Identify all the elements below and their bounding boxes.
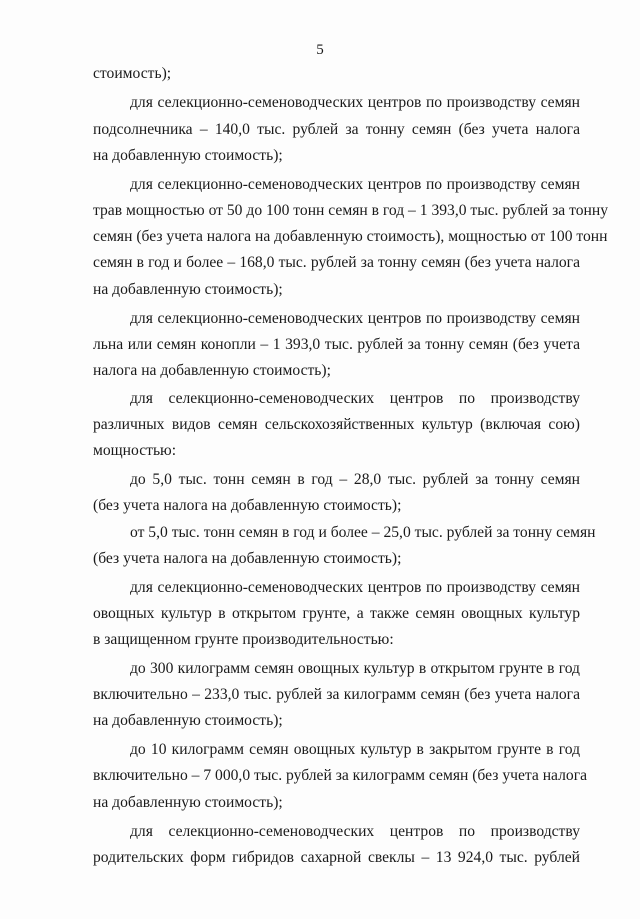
text-line: для селекционно-семеноводческих центров по производству семян xyxy=(130,94,580,111)
text-line: на добавленную стоимость); xyxy=(93,794,283,811)
text-line: семян в год и более – 168,0 тыс. рублей за тонну семян (без учета налога xyxy=(93,254,580,271)
text-line: на добавленную стоимость); xyxy=(93,147,283,164)
text-line: подсолнечника – 140,0 тыс. рублей за тонну семян (без учета налога xyxy=(93,121,580,138)
text-line: (без учета налога на добавленную стоимость); xyxy=(93,497,402,514)
text-line: включительно – 233,0 тыс. рублей за килограмм семян (без учета налога xyxy=(93,686,580,703)
text-line: для селекционно-семеноводческих центров по производству семян xyxy=(130,310,580,327)
text-line: в защищенном грунте производительностью: xyxy=(93,631,394,648)
text-line: на добавленную стоимость); xyxy=(93,712,283,729)
text-line: родительских форм гибридов сахарной свеклы – 13 924,0 тыс. рублей xyxy=(93,849,580,866)
text-line: льна или семян конопли – 1 393,0 тыс. рублей за тонну семян (без учета xyxy=(93,336,580,353)
text-line: трав мощностью от 50 до 100 тонн семян в год – 1 393,0 тыс. рублей за тонну xyxy=(93,202,608,219)
text-line: до 300 килограмм семян овощных культур в открытом грунте в год xyxy=(130,660,580,677)
page-number: 5 xyxy=(316,42,324,58)
text-line: семян (без учета налога на добавленную стоимость), мощностью от 100 тонн xyxy=(93,228,608,245)
text-line: овощных культур в открытом грунте, а также семян овощных культур xyxy=(93,605,580,622)
text-line: на добавленную стоимость); xyxy=(93,281,283,298)
text-line: до 5,0 тыс. тонн семян в год – 28,0 тыс. рублей за тонну семян xyxy=(130,471,580,488)
text-line: различных видов семян сельскохозяйственных культур (включая сою) xyxy=(93,416,580,433)
text-line: налога на добавленную стоимость); xyxy=(93,362,331,379)
text-line: (без учета налога на добавленную стоимость); xyxy=(93,550,402,567)
text-line: для селекционно-семеноводческих центров по производству xyxy=(130,823,580,840)
text-line: до 10 килограмм семян овощных культур в закрытом грунте в год xyxy=(130,741,580,758)
text-line: для селекционно-семеноводческих центров по производству xyxy=(130,390,580,407)
text-line: стоимость); xyxy=(93,65,172,82)
text-line: мощностью: xyxy=(93,442,177,459)
text-line: включительно – 7 000,0 тыс. рублей за килограмм семян (без учета налога xyxy=(93,767,588,784)
text-line: от 5,0 тыс. тонн семян в год и более – 25,0 тыс. рублей за тонну семян xyxy=(130,524,596,541)
text-line: для селекционно-семеноводческих центров по производству семян xyxy=(130,176,580,193)
text-line: для селекционно-семеноводческих центров по производству семян xyxy=(130,579,580,596)
